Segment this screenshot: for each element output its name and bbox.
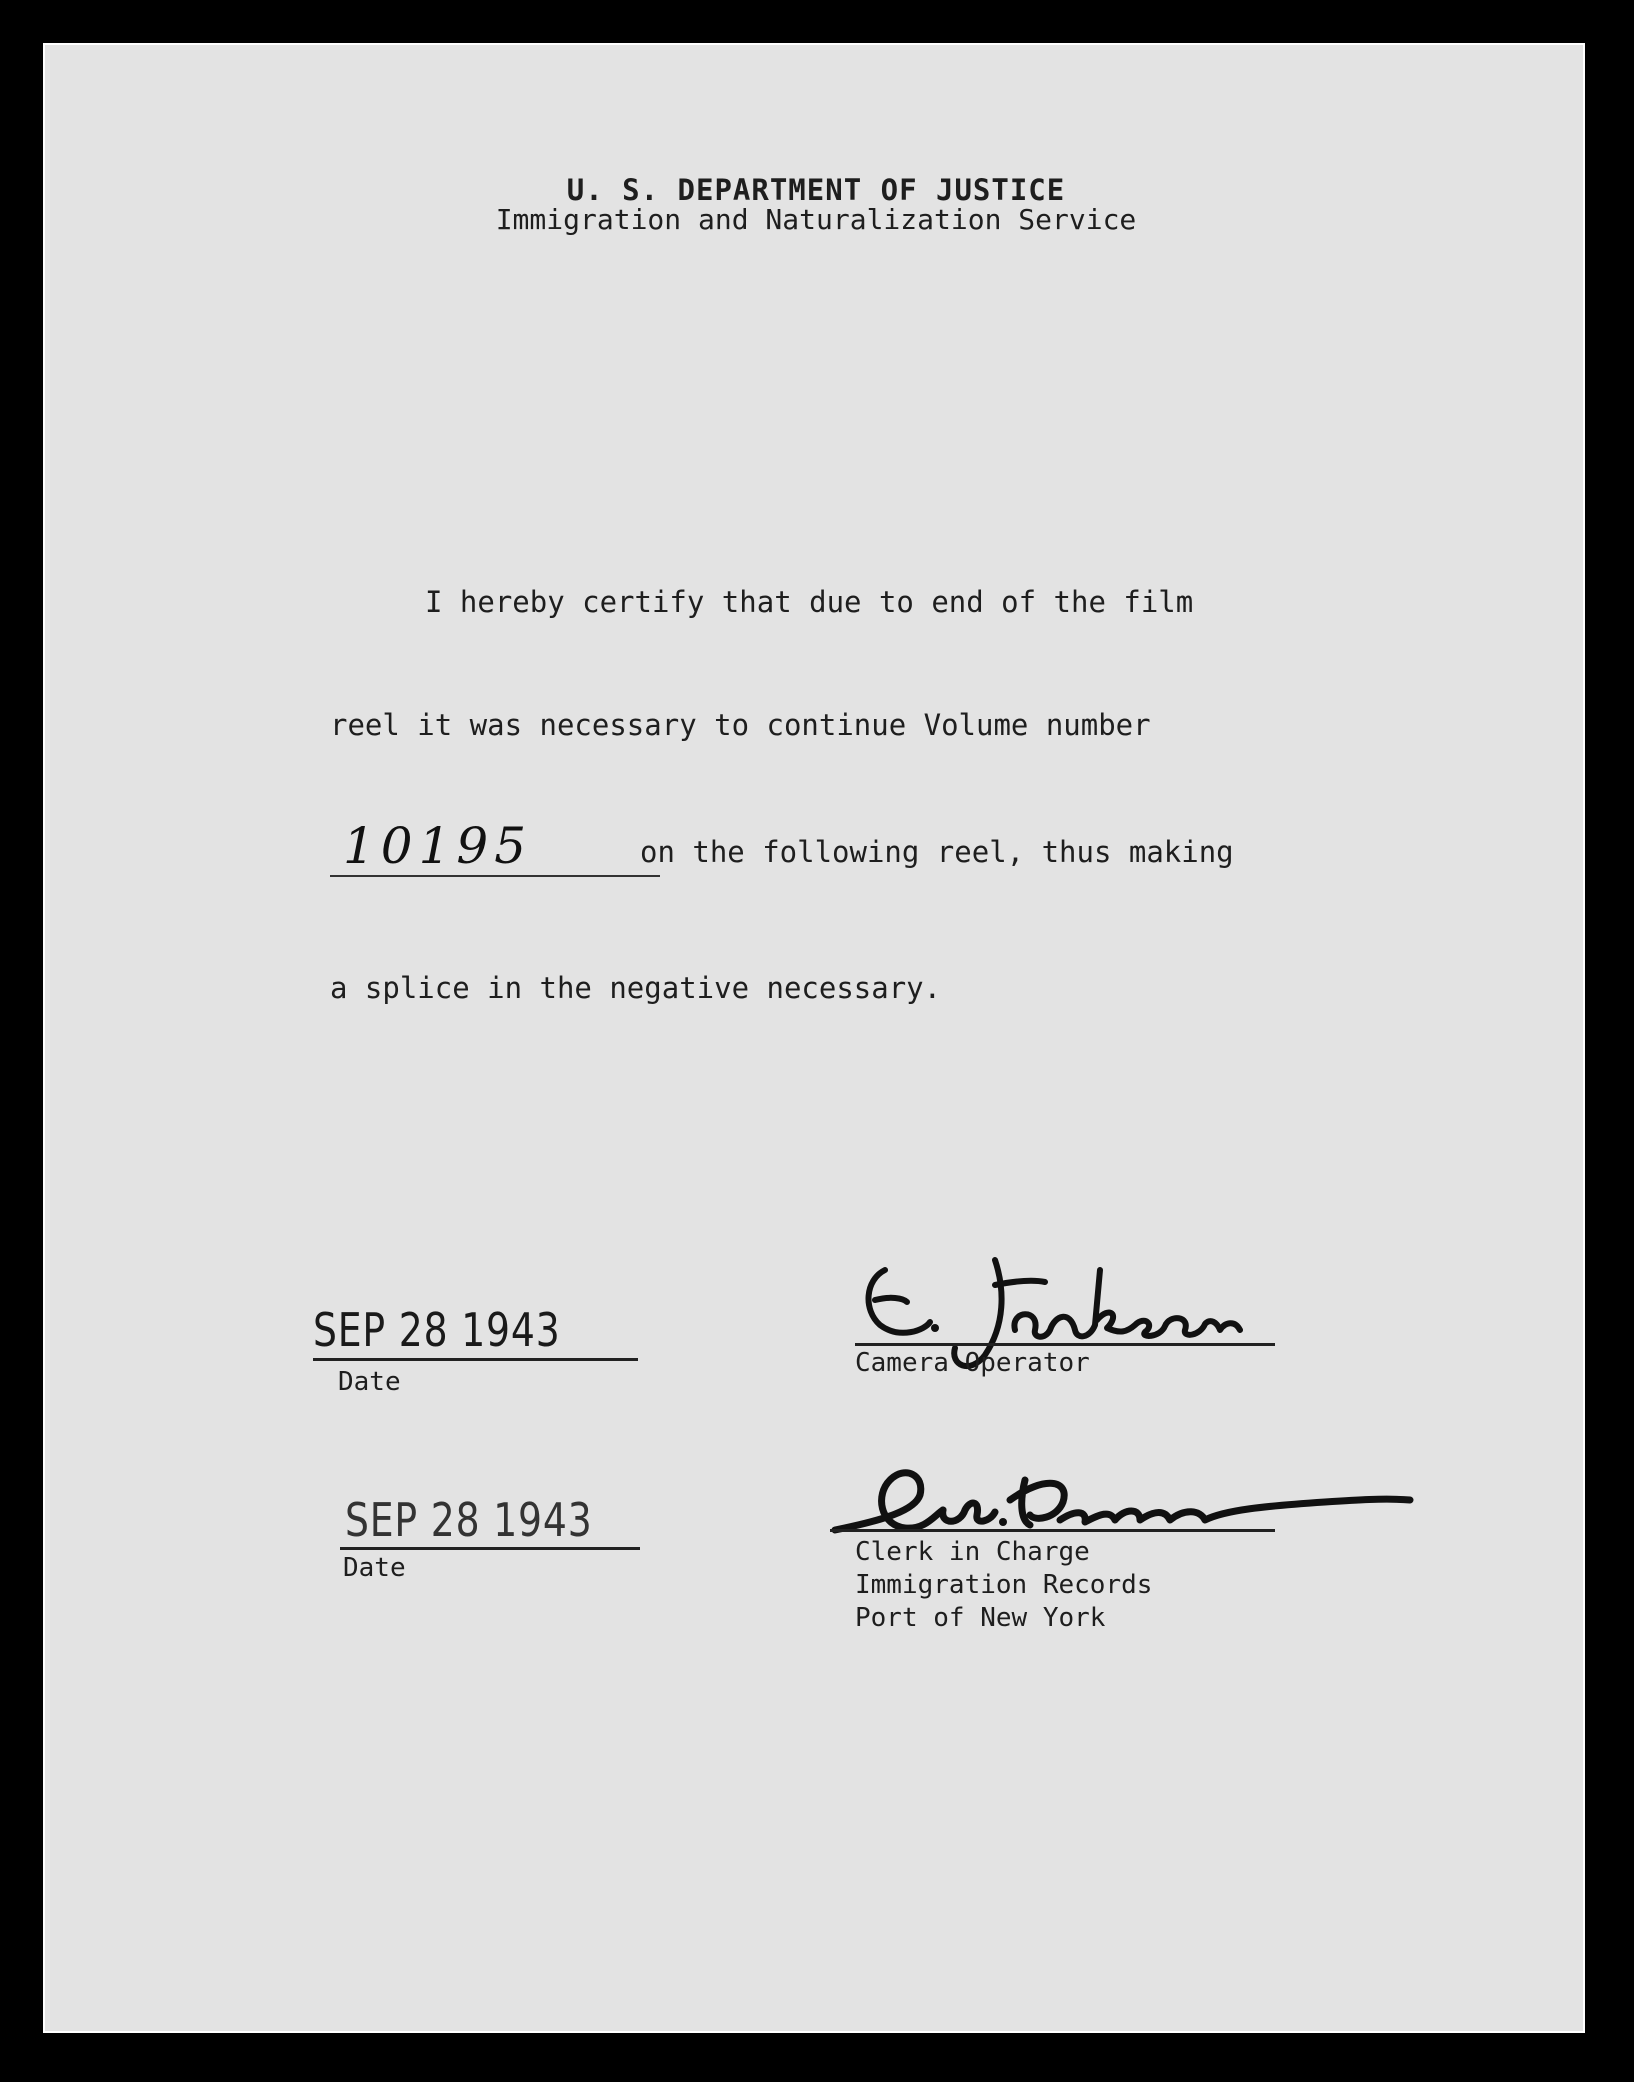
- document-page: [43, 43, 1585, 2033]
- clerk-signature: [825, 1440, 1415, 1550]
- date-line-1: [313, 1358, 638, 1361]
- certificate-line-1: I hereby certify that due to end of the film: [425, 585, 1194, 619]
- volume-number-underline: [330, 875, 660, 877]
- certificate-line-2: reel it was necessary to continue Volume number: [330, 708, 1151, 742]
- service-heading: Immigration and Naturalization Service: [495, 203, 1137, 236]
- date-line-2: [340, 1547, 640, 1550]
- clerk-label-location: Port of New York: [855, 1603, 1106, 1633]
- camera-operator-line: [855, 1343, 1275, 1346]
- certificate-line-3: on the following reel, thus making: [640, 835, 1234, 869]
- department-heading: U. S. DEPARTMENT OF JUSTICE: [566, 173, 1066, 207]
- clerk-label-department: Immigration Records: [855, 1570, 1153, 1600]
- date-label-2: Date: [343, 1553, 406, 1583]
- volume-number-handwritten: 10195: [343, 817, 533, 875]
- date-stamp-1: SEP 28 1943: [313, 1303, 561, 1357]
- certificate-line-4: a splice in the negative necessary.: [330, 971, 942, 1005]
- date-stamp-2: SEP 28 1943: [345, 1493, 593, 1547]
- clerk-line: [830, 1529, 1275, 1532]
- camera-operator-label: Camera Operator: [855, 1348, 1090, 1378]
- clerk-label-title: Clerk in Charge: [855, 1537, 1090, 1567]
- date-label-1: Date: [338, 1367, 401, 1397]
